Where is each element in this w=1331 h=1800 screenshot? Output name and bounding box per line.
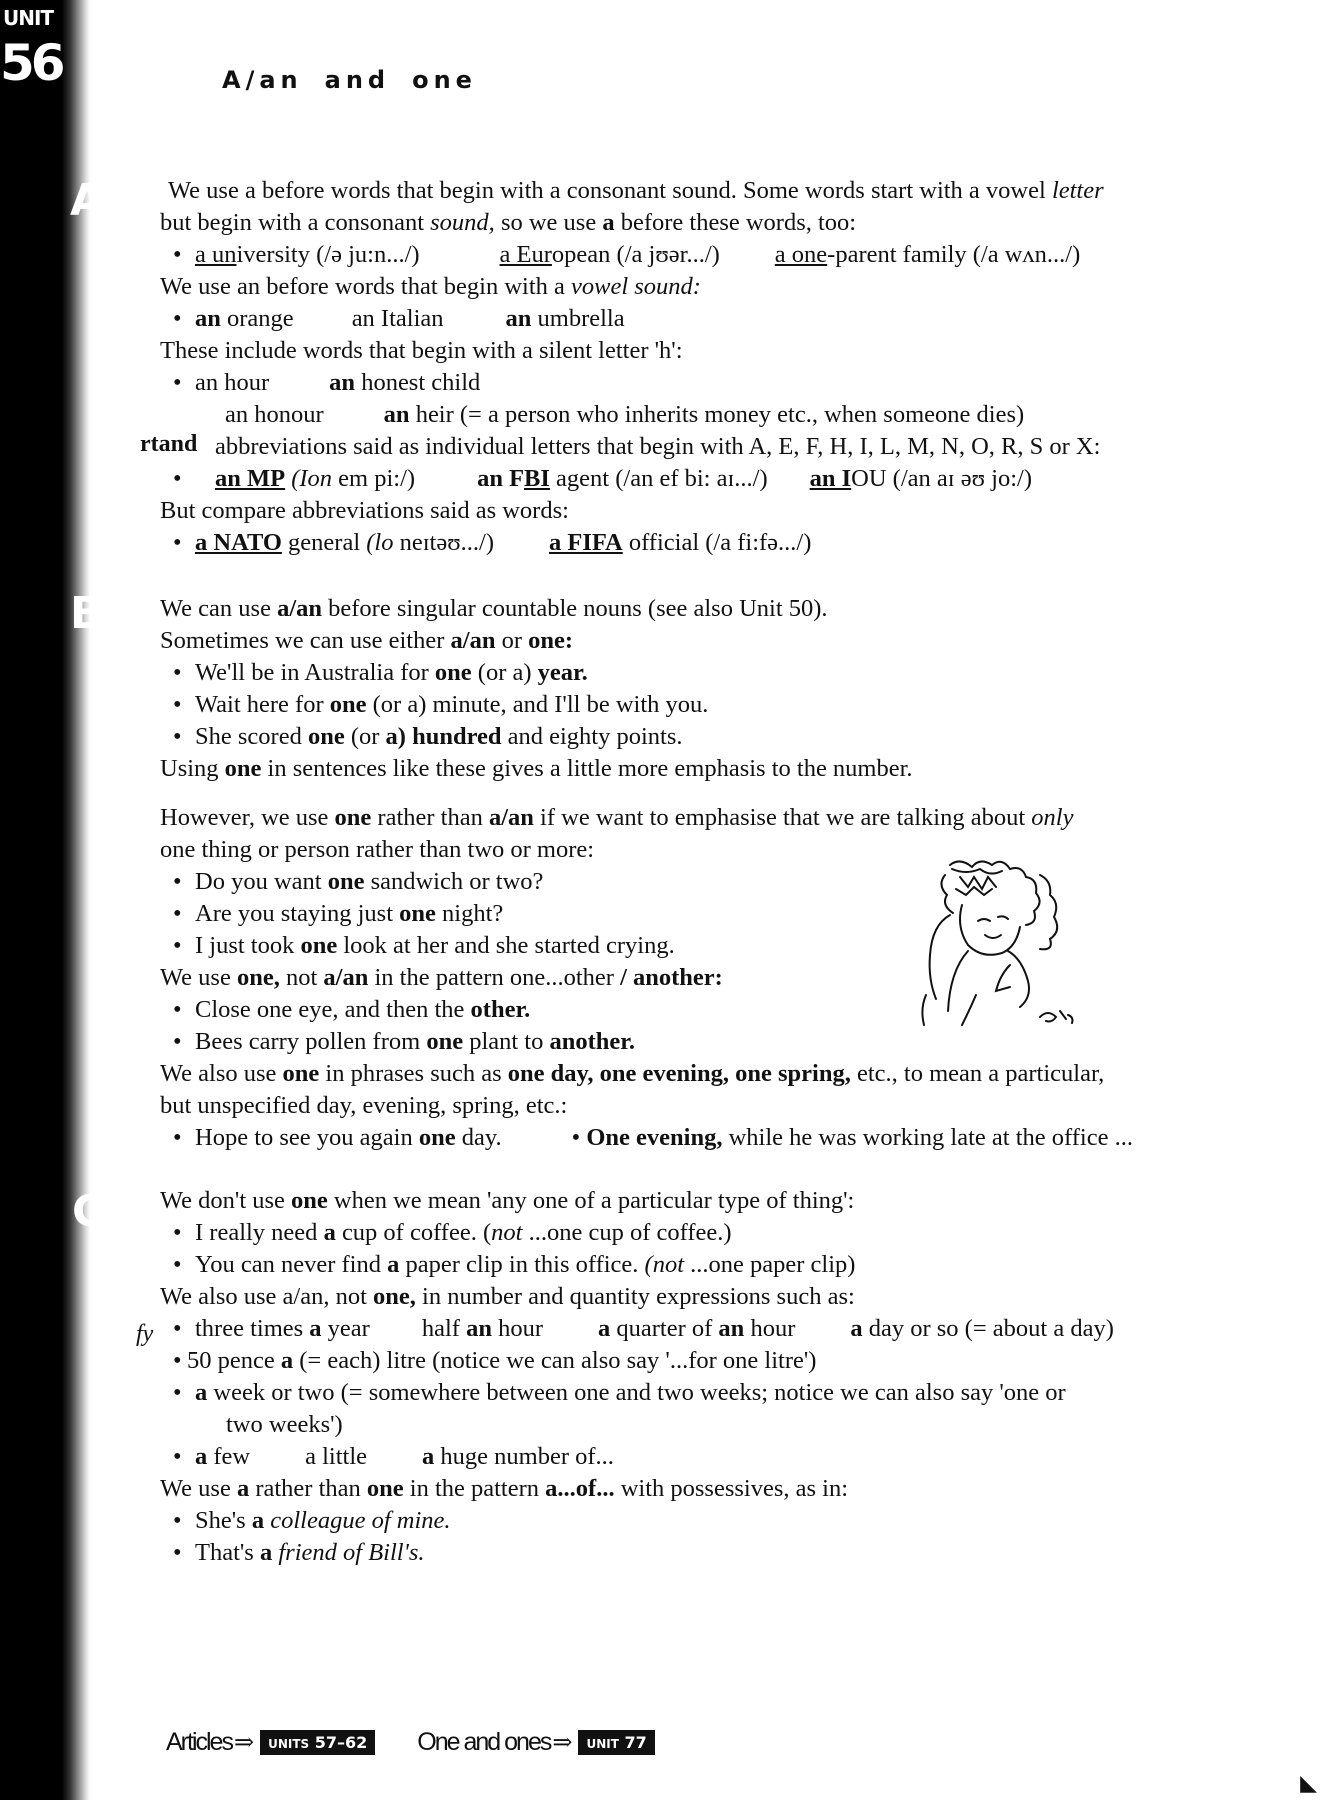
example-line: • I just took one look at her and she started crying. [160,930,1270,962]
text-line: But compare abbreviations said as words: [160,497,569,524]
footer-crossrefs [166,1728,697,1757]
page-title: A/an and one [222,66,477,94]
example-line: • 50 pence a (= each) litre (notice we can also say '...for one litre') [160,1345,1270,1377]
example-line: two weeks') [226,1411,343,1438]
example-line: • She scored one (or a) hundred and eighty points. [160,721,1270,753]
example-line: an honour an heir (= a person who inherits money etc., when someone dies) [225,401,1025,428]
text-line: but begin with a consonant sound, so we use a before these words, too: [160,209,857,236]
text-line: but unspecified day, evening, spring, etc.: [160,1092,568,1119]
margin-note-stand: rtand [140,431,198,457]
section-letter-a: A [70,175,105,226]
example-line: • an hour an honest child [160,367,1270,399]
example-line: • Are you staying just one night? [160,898,1270,930]
example-line: • a NATO general (lo neɪtəʊ.../) a FIFA official (/a fi:fə.../) [160,527,1270,559]
text-line: We use one, not a/an in the pattern one...other / another: [160,964,723,991]
example-line: • Hope to see you again one day. • One evening, while he was working late at the office ... [160,1122,1270,1154]
example-line: • Bees carry pollen from one plant to another. [160,1026,1270,1058]
example-line: • Do you want one sandwich or two? [160,866,1270,898]
section-a [160,175,1270,559]
example-line: • We'll be in Australia for one (or a) year. [160,657,1270,689]
text-line: These include words that begin with a silent letter 'h': [160,337,683,364]
unit-badge-one-and-ones[interactable]: UNIT 77 [578,1730,654,1755]
example-line: • That's a friend of Bill's. [160,1537,1270,1569]
arrow-right-icon: ⇒ [552,1730,573,1756]
text-line: We also use one in phrases such as one day, one evening, one spring, etc., to mean a particular, [160,1060,1105,1087]
crossref-articles-link[interactable]: Articles [166,1728,232,1756]
example-line: • a week or two (= somewhere between one and two weeks; notice we can also say 'one or [160,1377,1270,1409]
section-letter-c: C [72,1186,105,1237]
margin-note-fy: fy [136,1321,154,1347]
crying-person-illustration [890,855,1125,1030]
arrow-right-icon: ⇒ [233,1730,255,1756]
example-line: • a university (/ə ju:n.../) a European (/a jʊər.../) a one-parent family (/a wʌn.../) [160,239,1270,271]
unit-spine [0,0,90,1800]
crossref-one-and-ones-link[interactable]: One and ones [417,1728,551,1756]
unit-label: UNIT [3,6,54,30]
text-line: However, we use one rather than a/an if we want to emphasise that we are talking about only [160,804,1074,831]
text-line: We use a before words that begin with a consonant sound. Some words start with a vowel letter [168,177,1104,204]
text-line: Sometimes we can use either a/an or one: [160,627,574,654]
units-badge-articles[interactable]: UNITS 57–62 [260,1730,375,1755]
example-line: • You can never find a paper clip in this office. (not ...one paper clip) [160,1249,1270,1281]
example-line: • three times a year half an hour a quarter of an hour a day or so (= about a day) [160,1313,1270,1345]
text-line: We don't use one when we mean 'any one of a particular type of thing': [160,1187,855,1214]
example-line: • Close one eye, and then the other. [160,994,1270,1026]
text-line: We can use a/an before singular countable nouns (see also Unit 50). [160,595,828,622]
example-line: • Wait here for one (or a) minute, and I'll be with you. [160,689,1270,721]
example-line: • I really need a cup of coffee. (not ...one cup of coffee.) [160,1217,1270,1249]
text-line: We use an before words that begin with a vowel sound: [160,273,701,300]
section-c [160,1185,1270,1569]
text-line: abbreviations said as individual letters that begin with A, E, F, H, I, L, M, N, O, R, S or X: [215,433,1101,460]
example-line: • an orange an Italian an umbrella [160,303,1270,335]
text-line: Using one in sentences like these gives a little more emphasis to the number. [160,755,913,782]
page-corner-mark: ◣ [1300,1770,1317,1795]
text-line: We use a rather than one in the pattern a...of... with possessives, as in: [160,1475,849,1502]
text-line: We also use a/an, not one, in number and quantity expressions such as: [160,1283,855,1310]
example-line: • a few a little a huge number of... [160,1441,1270,1473]
unit-number: 56 [0,34,62,92]
section-letter-b: B [70,588,104,639]
example-line: • an MP (Ion em pi:/) an FBI agent (/an ef bi: aɪ.../) an IOU (/an aɪ əʊ jo:/) [160,463,1270,495]
text-line: one thing or person rather than two or more: [160,836,595,863]
example-line: • She's a colleague of mine. [160,1505,1270,1537]
